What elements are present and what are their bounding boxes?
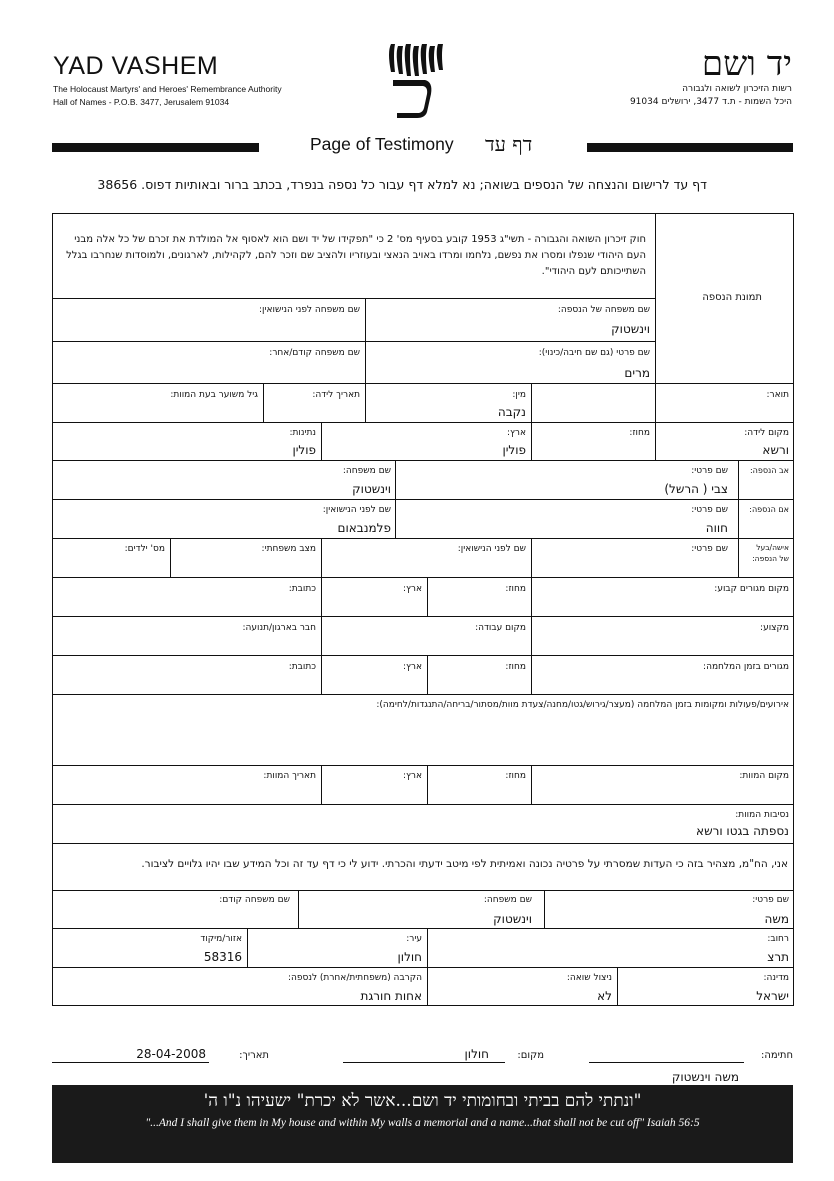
victim-gender-label: מין:: [512, 390, 526, 400]
place-label: מקום:: [517, 1050, 544, 1061]
spouse-row-label-1: אישה/בעל: [756, 543, 789, 552]
date-field[interactable]: 28-04-2008: [136, 1047, 206, 1061]
submitter-city-field[interactable]: חולון: [397, 950, 422, 964]
father-firstname-field[interactable]: צבי ( הרשל): [664, 482, 728, 496]
war-country-label: ארץ:: [403, 662, 422, 672]
address-en: Hall of Names - P.O.B. 3477, Jerusalem 91034: [53, 97, 230, 107]
victim-photo-area[interactable]: [656, 214, 793, 382]
death-date-label: תאריך המוות:: [263, 771, 316, 781]
war-address-label: כתובת:: [288, 662, 316, 672]
spouse-maiden-label: שם לפני הנישואין:: [457, 544, 526, 554]
submitter-firstname-label: שם פרטי:: [752, 895, 789, 905]
law-text: חוק זיכרון השואה והגבורה - תשי"ג 1953 קובע בסעיף מס' 2 כי "תפקידו של יד ושם הוא לאסוף אל המולדת את זכרם של כל אלה מבני העם היהודי שנפלו ומסרו את נפשם, נלחמו ומרדו באויב הנאצי ובעוזריו ולהציב שם וזכר להם, לקהילות, לארגונים, ולמוסדות שנחרבו בגלל השתייכותם לעם היהודי".: [66, 234, 646, 277]
submitter-zip-field[interactable]: 58316: [203, 950, 242, 964]
submitter-city-label: עיר:: [406, 934, 422, 944]
war-residence-label: מגורים בזמן המלחמה:: [703, 662, 789, 672]
form-title-en: Page of Testimony: [310, 134, 454, 154]
victim-dob-label: תאריך לידה:: [312, 390, 360, 400]
signature-line[interactable]: [589, 1062, 744, 1063]
survivor-label: ניצול שואה:: [566, 973, 612, 983]
victim-gender-field[interactable]: נקבה: [497, 405, 526, 419]
motto-hebrew: "ונתתי להם בביתי ובחומותי יד ושם...אשר לא יכרת" ישעיהו נ"ו ה': [203, 1091, 642, 1111]
spouse-firstname-label: שם פרטי:: [691, 544, 728, 554]
submitter-country-label: מדינה:: [763, 973, 789, 983]
birthplace-field[interactable]: ורשא: [762, 443, 789, 457]
father-surname-label: שם משפחה:: [342, 466, 391, 476]
org-name-he: יד ושם: [701, 44, 792, 84]
profession-label: מקצוע:: [760, 623, 789, 633]
submitter-street-label: רחוב:: [767, 934, 789, 944]
org-name-en: YAD VASHEM: [53, 52, 219, 80]
yad-vashem-logo: [385, 42, 445, 120]
authority-name-en: The Holocaust Martyrs' and Heroes' Remembrance Authority: [53, 84, 282, 94]
nationality-label: נתינות:: [289, 428, 316, 438]
mother-firstname-label: שם פרטי:: [691, 505, 728, 515]
birth-country-label: ארץ:: [507, 428, 526, 438]
residence-district-label: מחוז:: [505, 584, 526, 594]
residence-country-label: ארץ:: [403, 584, 422, 594]
date-label: תאריך:: [239, 1050, 269, 1061]
birth-country-field[interactable]: פולין: [502, 443, 526, 457]
residence-row-fields[interactable]: [53, 578, 793, 615]
mother-firstname-field[interactable]: חווה: [705, 521, 728, 535]
war-district-label: מחוז:: [505, 662, 526, 672]
mother-maiden-field[interactable]: פלמנבאום: [337, 521, 391, 535]
death-circumstances-field[interactable]: נספתה בגטו ורשא: [696, 824, 789, 838]
residence-address-label: כתובת:: [288, 584, 316, 594]
place-line: [343, 1062, 505, 1063]
address-he: היכל השמות - ת.ד 3477, ירושלים 91034: [629, 97, 792, 107]
mother-row-label: אם הנספה:: [749, 505, 789, 514]
motto-banner: [52, 1085, 793, 1163]
victim-maiden-label: שם משפחה לפני הנישואין:: [259, 305, 360, 315]
children-count-label: מס' ילדים:: [124, 544, 165, 554]
form-instructions: דף עד לרישום והנצחה של הנספים בשואה; נא למלא דף עבור כל נספה בנפרד, בכתב ברור ובאותיות דפוס. 38656: [97, 177, 707, 192]
photo-label: תמונת הנספה: [702, 292, 762, 303]
header-rule-right: [587, 143, 793, 152]
date-line: [52, 1062, 209, 1063]
survivor-field[interactable]: לא: [597, 989, 612, 1003]
organization-member-label: חבר בארגון/תנועה:: [242, 623, 316, 633]
submitter-zip-label: אזור/מיקוד: [200, 934, 242, 944]
spouse-row-fields[interactable]: [53, 539, 737, 576]
victim-prev-surname-label: שם משפחה קודם/אחר:: [269, 348, 360, 358]
place-field[interactable]: חולון: [464, 1047, 489, 1061]
form-title-he: דף עד: [485, 132, 533, 156]
residence-place-label: מקום מגורים קבוע:: [714, 584, 789, 594]
submitter-surname-label: שם משפחה:: [483, 895, 532, 905]
authority-name-he: רשות הזיכרון לשואה ולגבורה: [682, 84, 792, 94]
death-place-label: מקום המוות:: [739, 771, 789, 781]
father-surname-field[interactable]: וינשטוק: [352, 482, 391, 496]
death-row-fields[interactable]: [53, 766, 793, 803]
war-events-field[interactable]: [53, 715, 793, 764]
submitter-firstname-field[interactable]: משה: [764, 912, 789, 926]
death-district-label: מחוז:: [505, 771, 526, 781]
war-residence-row-fields[interactable]: [53, 656, 793, 693]
work-row-fields[interactable]: [53, 617, 793, 654]
marital-status-label: מצב משפחתי:: [261, 544, 316, 554]
victim-firstname-field[interactable]: מרים: [624, 366, 650, 380]
victim-surname-field[interactable]: וינשטוק: [611, 322, 650, 336]
father-firstname-label: שם פרטי:: [691, 466, 728, 476]
submitter-surname-field[interactable]: וינשטוק: [493, 912, 532, 926]
signer-name: משה וינשטוק: [671, 1070, 739, 1084]
victim-firstname-label: שם פרטי (גם שם חיבה/כינוי):: [538, 348, 650, 358]
nationality-field[interactable]: פולין: [292, 443, 316, 457]
workplace-label: מקום עבודה:: [475, 623, 526, 633]
death-circumstances-label: נסיבות המוות:: [735, 810, 789, 820]
header-rule-left: [52, 143, 259, 152]
death-country-label: ארץ:: [403, 771, 422, 781]
submitter-prev-surname-label: שם משפחה קודם:: [219, 895, 290, 905]
war-events-label: אירועים/פעולות ומקומות בזמן המלחמה (מעצר/גירוש/גטו/מחנה/צעדת מוות/מסתור/בריחה/התנגדות/לחימה):: [376, 700, 789, 710]
father-row-label: אב הנספה:: [749, 466, 789, 475]
motto-english: "...And I shall give them in My house and within My walls a memorial and a name...that shall not be cut off" Isaiah 56:5: [145, 1117, 700, 1129]
victim-surname-label: שם משפחה של הנספה:: [557, 305, 650, 315]
birthplace-label: מקום לידה:: [744, 428, 789, 438]
mother-maiden-label: שם לפני הנישואין:: [322, 505, 391, 515]
declaration-text: אני, הח"מ, מצהיר בזה כי העדות שמסרתי על פרטיה נכונה ואמיתית לפי מיטב ידעתי והכרתי. ידוע לי כי דף עד זה וכל המידע שבו יהיו גלויים לציבור.: [141, 858, 788, 870]
signature-label: חתימה:: [760, 1050, 793, 1061]
victim-title-label: תואר:: [766, 390, 789, 400]
submitter-country-field[interactable]: ישראל: [756, 989, 789, 1003]
victim-age-label: גיל משוער בעת המוות:: [170, 390, 258, 400]
relation-field[interactable]: אחות חורגת: [360, 989, 422, 1003]
submitter-street-field[interactable]: תרצ: [767, 950, 789, 964]
birth-district-label: מחוז:: [629, 428, 650, 438]
spouse-row-label-2: של הנספה:: [752, 554, 789, 563]
relation-label: הקרבה (משפחתית/אחרת) לנספה:: [287, 973, 422, 983]
